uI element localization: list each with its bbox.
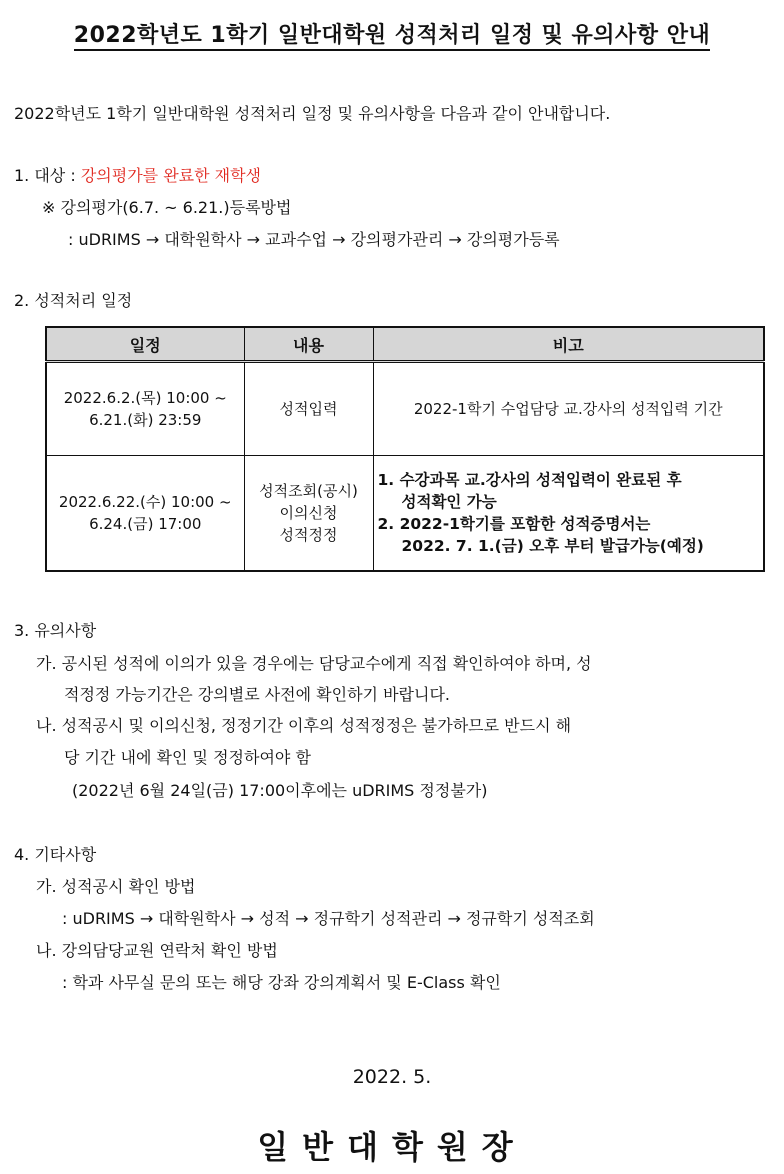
section3-heading: 3. 유의사항 [14, 621, 97, 640]
remarks-cell: 1. 수강과목 교.강사의 성적입력이 완료된 후 성적확인 가능 2. 2022-1학기를 포함한 성적증명서는 2022. 7. 1.(금) 오후 부터 발급가능(예정) [373, 456, 764, 572]
section1-path: : uDRIMS → 대학원학사 → 교과수업 → 강의평가관리 → 강의평가등록 [68, 230, 560, 249]
section4-item-na: 나. 강의담당교원 연락처 확인 방법 [36, 941, 278, 960]
remarks-cell: 2022-1학기 수업담당 교.강사의 성적입력 기간 [373, 362, 764, 456]
content-cell: 성적조회(공시) 이의신청 성적정정 [244, 456, 373, 572]
section4-item-na-detail: : 학과 사무실 문의 또는 해당 강좌 강의계획서 및 E-Class 확인 [62, 973, 501, 992]
table-header-row [46, 327, 764, 362]
intro-text: 2022학년도 1학기 일반대학원 성적처리 일정 및 유의사항을 다음과 같이 안내합니다. [14, 104, 611, 123]
section3-item-na-line2: 당 기간 내에 확인 및 정정하여야 함 [64, 748, 311, 767]
content-cell: 성적입력 [244, 362, 373, 456]
section3-item-na-line1: 나. 성적공시 및 이의신청, 정정기간 이후의 성적정정은 불가하므로 반드시 해 [36, 716, 572, 735]
signer-title: 일반대학원장 [257, 1128, 527, 1166]
schedule-cell: 2022.6.22.(수) 10:00 ~ 6.24.(금) 17:00 [46, 456, 244, 572]
section3-item-ga-line2: 적정정 가능기간은 강의별로 사전에 확인하기 바랍니다. [64, 685, 451, 704]
section4-item-ga: 가. 성적공시 확인 방법 [36, 877, 196, 896]
section4-item-ga-path: : uDRIMS → 대학원학사 → 성적 → 정규학기 성적관리 → 정규학기 성적조회 [62, 909, 595, 928]
section1-note: ※ 강의평가(6.7. ~ 6.21.)등록방법 [42, 198, 292, 217]
header-schedule: 일정 [46, 327, 244, 362]
section3-item-na-line3: (2022년 6월 24일(금) 17:00이후에는 uDRIMS 정정불가) [72, 781, 488, 800]
section1-target: 강의평가를 완료한 재학생 [80, 166, 262, 185]
section1-prefix: 1. 대상 : [14, 166, 81, 185]
table-row [46, 456, 764, 572]
header-content: 내용 [244, 327, 373, 362]
section4-heading: 4. 기타사항 [14, 845, 97, 864]
header-remarks: 비고 [373, 327, 764, 362]
schedule-table [45, 326, 765, 572]
section1-target-line [14, 166, 261, 186]
table-row [46, 362, 764, 456]
page-title: 2022학년도 1학기 일반대학원 성적처리 일정 및 유의사항 안내 [0, 18, 784, 49]
section2-heading: 2. 성적처리 일정 [14, 291, 133, 310]
schedule-cell: 2022.6.2.(목) 10:00 ~ 6.21.(화) 23:59 [46, 362, 244, 456]
section3-item-ga-line1: 가. 공시된 성적에 이의가 있을 경우에는 담당교수에게 직접 확인하여야 하며, 성 [36, 654, 592, 673]
footer-date: 2022. 5. [352, 1066, 432, 1088]
